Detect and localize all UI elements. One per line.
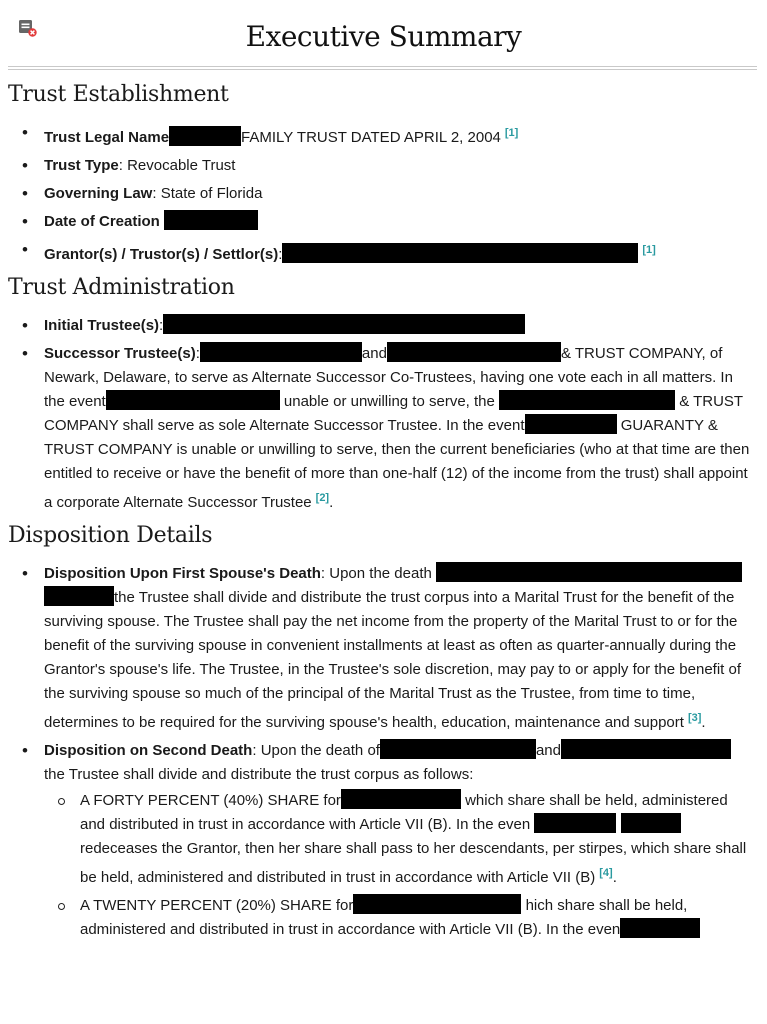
share-item bbox=[44, 894, 753, 942]
field-label: Grantor(s) / Trustor(s) / Settlor(s) bbox=[44, 246, 279, 263]
list-item bbox=[0, 210, 767, 234]
summary-content bbox=[0, 74, 767, 946]
field-label: Disposition Upon First Spouse's Death bbox=[44, 565, 321, 582]
field-label: Date of Creation bbox=[44, 213, 160, 230]
body-text: & TRUST COMPANY shall serve as sole Alternate Successor Trustee. In the event bbox=[44, 393, 743, 434]
list-item bbox=[0, 562, 767, 735]
redaction bbox=[387, 342, 561, 362]
section-heading-disposition: Disposition Details bbox=[8, 523, 213, 548]
body-text: A FORTY PERCENT (40%) SHARE for bbox=[80, 792, 341, 809]
list-item bbox=[0, 342, 767, 515]
colon: : bbox=[195, 345, 200, 362]
body-text: GUARANTY & TRUST COMPANY is unable or unwilling to serve, then the current beneficiaries (who at that time are then entitled to receive or have the benefit of more than one-half (12) of the income from the trust) shall appoint a corporate Alternate Successor Trustee bbox=[44, 417, 750, 511]
list-item bbox=[0, 182, 767, 206]
colon: : bbox=[278, 246, 283, 263]
body-text: : Upon the death of bbox=[252, 742, 380, 759]
redaction bbox=[499, 390, 675, 410]
redaction bbox=[436, 562, 742, 582]
redaction bbox=[163, 314, 525, 334]
citation-link[interactable]: [1] bbox=[642, 244, 656, 256]
field-value: FAMILY TRUST DATED APRIL 2, 2004 bbox=[241, 129, 501, 146]
title-divider bbox=[8, 66, 757, 70]
body-text: the Trustee shall divide and distribute the trust corpus into a Marital Trust for the benefit of the surviving spouse. The Trustee shall pay the net income from the property of the Marital Trust to or for the benefit of the surviving spouse in convenient installments at least as often as quarter-annually during the Grantor's spouse's life. The Trustee, in the Trustee's sole discretion, may pay to or apply for the benefit of the surviving spouse so much of the principal of the Marital Trust as the Trustee, from time to time, determines to be required for the surviving spouse's health, education, maintenance and support bbox=[44, 589, 742, 731]
field-value: : Revocable Trust bbox=[118, 157, 236, 174]
list-item bbox=[0, 154, 767, 178]
page-title: Executive Summary bbox=[245, 20, 522, 53]
list-item bbox=[0, 121, 767, 150]
field-value: : State of Florida bbox=[152, 185, 263, 202]
list-item bbox=[0, 314, 767, 338]
redaction bbox=[200, 342, 362, 362]
redaction bbox=[621, 813, 681, 833]
body-text: . bbox=[612, 869, 617, 886]
disposition-list bbox=[0, 562, 767, 942]
redaction bbox=[534, 813, 616, 833]
body-text: A TWENTY PERCENT (20%) SHARE for bbox=[80, 897, 354, 914]
redaction bbox=[353, 894, 521, 914]
body-text: and bbox=[535, 742, 561, 759]
body-text: hich share shall be held, administered and distributed in trust in accordance with Article VII (B). In the even bbox=[80, 897, 688, 938]
redaction bbox=[561, 739, 731, 759]
body-text: & TRUST COMPANY, of Newark, Delaware, to serve as Alternate Successor Co-Trustees, having one vote each in all matters. In the event bbox=[44, 345, 733, 410]
body-text: . bbox=[329, 494, 334, 511]
redaction bbox=[380, 739, 536, 759]
redaction bbox=[341, 789, 461, 809]
field-label: Disposition on Second Death bbox=[44, 742, 253, 759]
field-label: Successor Trustee(s) bbox=[44, 345, 196, 362]
field-label: Initial Trustee(s) bbox=[44, 317, 160, 334]
body-text: and bbox=[361, 345, 387, 362]
body-text: . bbox=[701, 714, 706, 731]
establishment-list bbox=[0, 121, 767, 267]
colon: : bbox=[159, 317, 164, 334]
list-item bbox=[0, 238, 767, 267]
field-label: Trust Legal Name bbox=[44, 129, 170, 146]
share-list bbox=[44, 789, 753, 942]
body-text: : Upon the death bbox=[320, 565, 432, 582]
redaction bbox=[525, 414, 617, 434]
header bbox=[0, 0, 767, 60]
section-heading-administration: Trust Administration bbox=[8, 275, 235, 300]
redaction bbox=[169, 126, 241, 146]
section-heading-establishment: Trust Establishment bbox=[8, 82, 229, 107]
field-label: Governing Law bbox=[44, 185, 153, 202]
citation-link[interactable]: [3] bbox=[687, 712, 702, 724]
share-item bbox=[44, 789, 753, 890]
body-text: the Trustee shall divide and distribute the trust corpus as follows: bbox=[44, 766, 474, 783]
body-text: redeceases the Grantor, then her share shall pass to her descendants, per stirpes, which share shall be held, administered and distributed in trust in accordance with Article VII (B) bbox=[80, 840, 747, 886]
administration-list bbox=[0, 314, 767, 515]
redaction bbox=[620, 918, 700, 938]
citation-link[interactable]: [1] bbox=[504, 127, 519, 139]
redaction bbox=[44, 586, 114, 606]
body-text: unable or unwilling to serve, the bbox=[283, 393, 495, 410]
redaction bbox=[106, 390, 280, 410]
citation-link[interactable]: [2] bbox=[315, 492, 330, 504]
list-item bbox=[0, 739, 767, 942]
body-text: which share shall be held, administered and distributed in trust in accordance with Article VII (B). In the even bbox=[80, 792, 728, 833]
field-label: Trust Type bbox=[44, 157, 119, 174]
citation-link[interactable]: [4] bbox=[599, 867, 613, 879]
redaction bbox=[164, 210, 258, 230]
redaction bbox=[282, 243, 638, 263]
